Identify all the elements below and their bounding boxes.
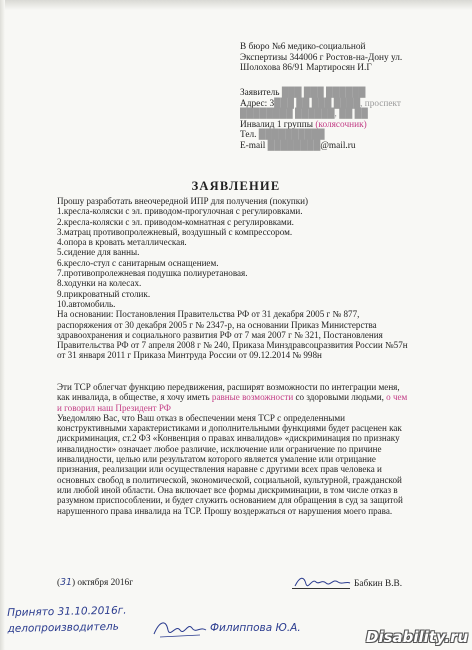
notice-line: нарушенного права инвалида на ТСР. Прошу воздержаться от нарушения моего права. <box>57 505 393 516</box>
receipt-line-1: Принято 31.10.2016г. <box>7 604 127 619</box>
notice-line: Уведомляю Вас, что Ваш отказ в обеспечении меня ТСР с определенными <box>57 412 346 423</box>
body-line: 6.кресло-стул с санитарным оснащением. <box>57 257 219 268</box>
body-line: 9.прикроватный столик. <box>57 288 151 299</box>
body-line: 8.ходунки на колесах. <box>57 278 142 289</box>
recipient-line: В бюро №6 медико-социальной <box>240 42 366 52</box>
applicant-line: Тел. ██████████ <box>240 130 325 141</box>
notice-line: инвалидности, целью или результатом которого является умаление или отрицание <box>57 454 376 465</box>
notice-line: разумном приспособлении, и будет служить основанием для обращения в суд за защитой <box>57 495 403 506</box>
date-day: 31 <box>60 577 72 588</box>
body-line: На основании: Постановления Правительства РФ от 31 декабря 2005 г № 877, <box>57 309 360 320</box>
applicant-signature <box>292 572 352 592</box>
body-line: 2.кресла-коляски с эл. приводом-комнатная с регулировками. <box>57 216 294 227</box>
notice-line: дискриминация, ст.2 ФЗ «Конвенция о правах инвалидов» «дискриминация по признаку <box>57 433 400 444</box>
applicant-name: Бабкин В.В. <box>354 579 403 589</box>
notice-line: основных свобод в политической, экономической, социальной, культурной, гражданской <box>57 474 402 485</box>
site-watermark: Disability.ru <box>366 628 469 646</box>
signature-line <box>292 588 350 589</box>
recipient-line: Экспертизы 344006 г Ростов-на-Дону ул. <box>240 52 403 63</box>
notice-line: конструктивными характеристиками и дополнительными функциями будет расценен как <box>57 423 402 434</box>
body-line: здравоохранения и социального развития РФ от 7 мая 2007 г № 321, Постановления <box>57 329 383 340</box>
receiver-signature <box>150 618 210 640</box>
body-line: 3.матрац противопролежневый, воздушный с компрессором. <box>57 226 293 237</box>
notice-line: инвалидности» означает любое различие, исключение или ограничение по причине <box>57 443 382 454</box>
applicant-line: E-mail ████████@mail.ru <box>240 140 356 151</box>
body-line: распоряжения от 30 декабря 2005 г № 2347-р, на основании Приказ Министерства <box>57 319 377 330</box>
receipt-handwritten-note <box>7 602 127 636</box>
body-line: 1.кресла-коляски с эл. приводом-прогулочная с регулировками. <box>57 206 303 217</box>
recipient-block <box>240 42 468 74</box>
body-line: 10.автомобиль. <box>57 298 116 309</box>
notice-line: признания, реализации или осуществления наравне с другими всех прав человека и <box>57 464 382 475</box>
date-rest: октября 2016г <box>77 578 134 588</box>
body-line: Правительства РФ от 7 апреля 2008 г № 240, Приказа Минздравсоцразвития России №57н <box>57 340 408 351</box>
body-line: 7.противопролежневая подушка полиуретановая. <box>57 268 248 279</box>
body-line: от 31 января 2011 г Приказа Минтруда России от 09.12.2014 № 998н <box>57 350 322 361</box>
date-line: (31) октября 2016г <box>57 577 134 588</box>
body-line: 4.опора в кровать металлическая. <box>57 237 187 248</box>
scan-shadow-left <box>0 0 5 650</box>
applicant-line: Заявитель ███ ███ ██████ <box>240 88 366 98</box>
body-line: 5.сидение для ванны. <box>57 247 140 258</box>
applicant-line: Инвалид 1 группы (колясочник) <box>240 119 367 130</box>
notice-line: как инвалида, в обществе, я хочу иметь равные возможности со здоровыми людьми, о чем <box>57 392 408 403</box>
wheelchair-note: (колясочник) <box>315 119 367 130</box>
applicant-line: ████████ ██████, ██ ██ <box>240 109 368 120</box>
applicant-block <box>240 88 468 152</box>
scan-shadow-top <box>0 0 472 10</box>
document-title: ЗАЯВЛЕНИЕ <box>191 179 281 193</box>
notice-line: Эти ТСР облегчат функцию передвижения, расширят возможности по интеграции меня, <box>57 382 400 392</box>
receiver-name: Филиппова Ю.А. <box>210 622 301 634</box>
notice-line: или любой иной области. Она включает все формы дискриминации, в том числе отказ в <box>57 484 398 495</box>
applicant-line: Адрес: 3███ ██ ███ ████, проспект <box>240 98 401 109</box>
notice-line: и говорил наш Президент РФ <box>57 402 171 413</box>
body-line: Прошу разработать внеочередной ИПР для получения (покупки) <box>57 196 309 206</box>
request-body <box>57 196 432 361</box>
receipt-line-2: делопроизводитель <box>7 620 119 635</box>
notice-paragraph <box>57 382 432 516</box>
recipient-line: Шолохова 86/91 Мартиросян И.Г <box>240 63 372 74</box>
